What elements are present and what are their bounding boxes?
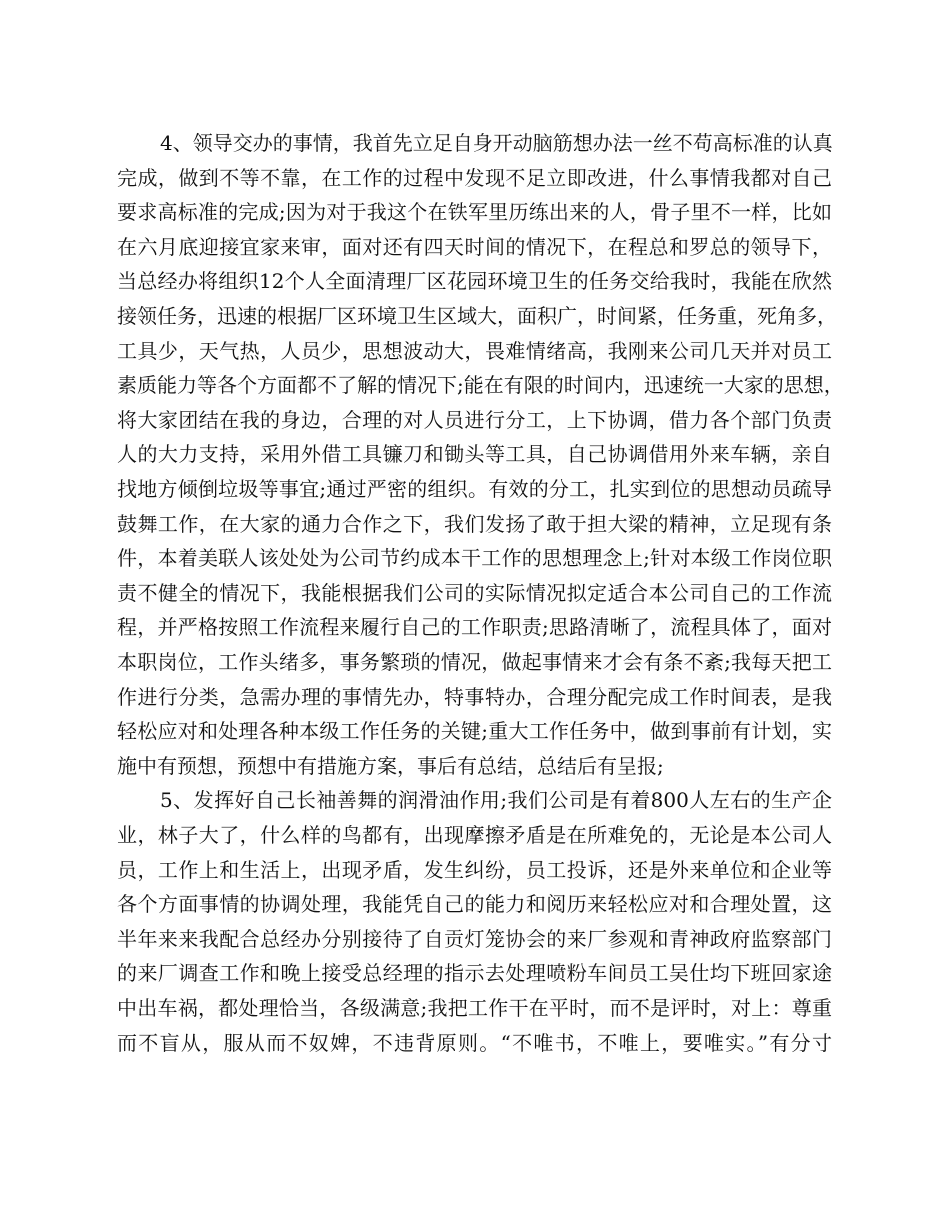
paragraph-1-line: 找地方倾倒垃圾等事宜;通过严密的组织。有效的分工，扎实到位的思想动员疏导 <box>117 477 832 501</box>
paragraph-1-line: 完成，做到不等不靠，在工作的过程中发现不足立即改进，什么事情我都对自己 <box>117 165 832 190</box>
paragraph-1-line: 工具少，天气热，人员少，思想波动大，畏难情绪高，我刚来公司几天并对员工 <box>117 338 832 363</box>
paragraph-1-line: 在六月底迎接宜家来审，面对还有四天时间的情况下，在程总和罗总的领导下， <box>117 234 832 259</box>
paragraph-1-line: 施中有预想，预想中有措施方案，事后有总结，总结后有呈报; <box>117 753 664 778</box>
paragraph-1-line: 素质能力等各个方面都不了解的情况下;能在有限的时间内，迅速统一大家的思想， <box>117 373 844 398</box>
paragraph-1-line: 责不健全的情况下，我能根据我们公司的实际情况拟定适合本公司自己的工作流 <box>117 580 832 605</box>
paragraph-1-line: 人的大力支持，采用外借工具镰刀和锄头等工具，自己协调借用外来车辆，亲自 <box>117 442 832 467</box>
paragraph-1-line: 要求高标准的完成;因为对于我这个在铁军里历练出来的人，骨子里不一样，比如 <box>117 200 832 225</box>
paragraph-1-line: 程，并严格按照工作流程来履行自己的工作职责;思路清晰了，流程具体了，面对 <box>117 615 832 640</box>
paragraph-1-line: 将大家团结在我的身边，合理的对人员进行分工，上下协调，借力各个部门负责 <box>117 407 832 432</box>
paragraph-1-line: 件，本着美联人该处处为公司节约成本干工作的思想理念上;针对本级工作岗位职 <box>117 546 832 571</box>
paragraph-2-line: 中出车祸，都处理恰当，各级满意;我把工作干在平时，而不是评时，对上：尊重 <box>117 996 832 1020</box>
paragraph-1-line: 鼓舞工作，在大家的通力合作之下，我们发扬了敢于担大梁的精神，立足现有条 <box>117 511 832 536</box>
paragraph-2-line: 5、发挥好自己长袖善舞的润滑油作用;我们公司是有着800人左右的生产企 <box>160 788 832 813</box>
paragraph-2-line: 各个方面事情的协调处理，我能凭自己的能力和阅历来轻松应对和合理处置，这 <box>117 892 832 917</box>
paragraph-2-line: 员，工作上和生活上，出现矛盾，发生纠纷，员工投诉，还是外来单位和企业等 <box>117 857 832 882</box>
paragraph-2-line: 半年来来我配合总经办分别接待了自贡灯笼协会的来厂参观和青神政府监察部门 <box>117 926 832 951</box>
paragraph-2-line: 的来厂调查工作和晚上接受总经理的指示去处理喷粉车间员工吴仕均下班回家途 <box>117 961 832 986</box>
paragraph-1-line: 本职岗位，工作头绪多，事务繁琐的情况，做起事情来才会有条不紊;我每天把工 <box>117 650 832 674</box>
paragraph-1-line: 接领任务，迅速的根据厂区环境卫生区域大，面积广，时间紧，任务重，死角多， <box>117 304 837 328</box>
paragraph-1-line: 作进行分类，急需办理的事情先办，特事特办，合理分配完成工作时间表，是我 <box>117 684 832 709</box>
paragraph-2-line: 业，林子大了，什么样的鸟都有，出现摩擦矛盾是在所难免的，无论是本公司人 <box>117 823 832 847</box>
paragraph-1-line: 轻松应对和处理各种本级工作任务的关键;重大工作任务中，做到事前有计划，实 <box>117 719 832 744</box>
paragraph-2-line: 而不盲从，服从而不奴婢，不违背原则。“不唯书，不唯上，要唯实。”有分寸 <box>117 1030 832 1055</box>
paragraph-1-line: 当总经办将组织12个人全面清理厂区花园环境卫生的任务交给我时，我能在欣然 <box>117 269 832 294</box>
paragraph-1-line: 4、领导交办的事情，我首先立足自身开动脑筋想办法一丝不苟高标准的认真 <box>160 131 833 155</box>
